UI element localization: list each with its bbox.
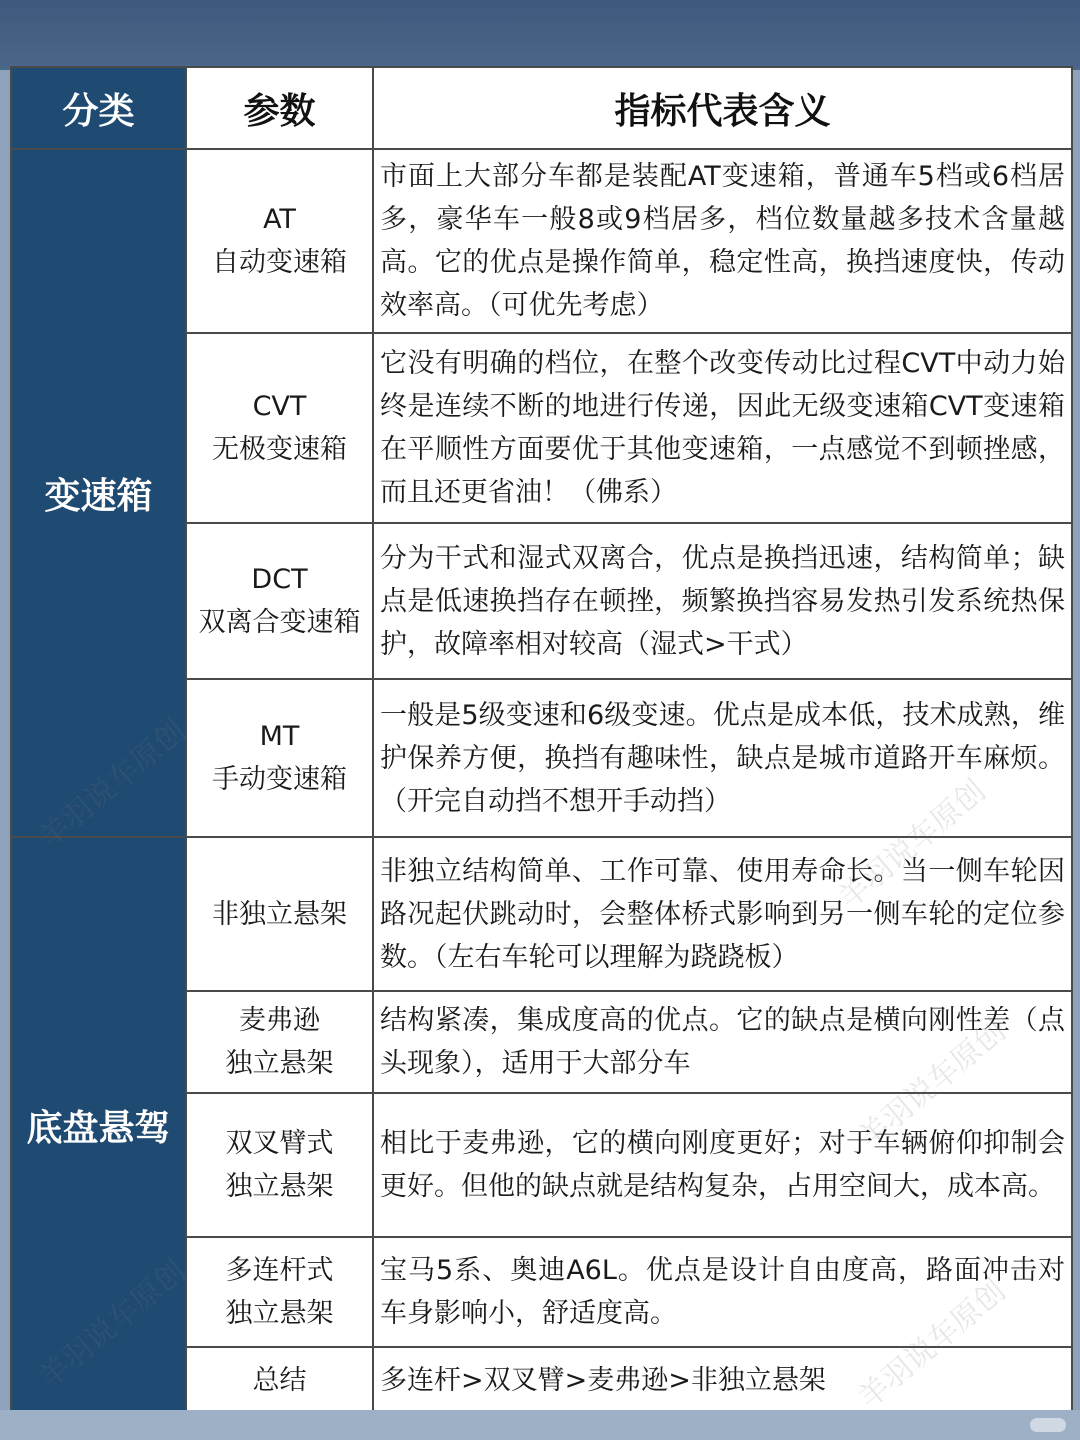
param-cell: MT 手动变速箱 (186, 679, 373, 837)
category-transmission: 变速箱 (11, 149, 186, 837)
param-cell: 总结 (186, 1347, 373, 1413)
table-row (11, 149, 1072, 333)
param-cell: AT 自动变速箱 (186, 149, 373, 333)
description-cell: 市面上大部分车都是装配AT变速箱，普通车5档或6档居多，豪华车一般8或9档居多，档位数量越多技术含量越高。它的优点是操作简单，稳定性高，换挡速度快，传动效率高。（可优先考虑） (373, 149, 1072, 333)
param-cell: CVT 无极变速箱 (186, 333, 373, 523)
category-suspension: 底盘悬驾 (11, 837, 186, 1413)
header-category: 分类 (11, 67, 186, 149)
description-cell: 多连杆>双叉臂>麦弗逊>非独立悬架 (373, 1347, 1072, 1413)
description-cell: 结构紧凑，集成度高的优点。它的缺点是横向刚性差（点头现象），适用于大部分车 (373, 991, 1072, 1093)
table-row (11, 837, 1072, 991)
param-cell: 多连杆式 独立悬架 (186, 1237, 373, 1347)
logo-badge (1030, 1418, 1066, 1432)
header-meaning: 指标代表含义 (373, 67, 1072, 149)
param-cell: 麦弗逊 独立悬架 (186, 991, 373, 1093)
comparison-table (10, 66, 1073, 1414)
description-cell: 分为干式和湿式双离合，优点是换挡迅速，结构简单；缺点是低速换挡存在顿挫，频繁换挡容易发热引发系统热保护，故障率相对较高（湿式>干式） (373, 523, 1072, 679)
param-cell: 双叉臂式 独立悬架 (186, 1093, 373, 1237)
param-cell: 非独立悬架 (186, 837, 373, 991)
param-cell: DCT 双离合变速箱 (186, 523, 373, 679)
description-cell: 非独立结构简单、工作可靠、使用寿命长。当一侧车轮因路况起伏跳动时，会整体桥式影响到另一侧车轮的定位参数。（左右车轮可以理解为跷跷板） (373, 837, 1072, 991)
table-header-row (11, 67, 1072, 149)
description-cell: 它没有明确的档位，在整个改变传动比过程CVT中动力始终是连续不断的地进行传递，因此无级变速箱CVT变速箱在平顺性方面要优于其他变速箱，一点感觉不到顿挫感，而且还更省油！（佛系） (373, 333, 1072, 523)
description-cell: 一般是5级变速和6级变速。优点是成本低，技术成熟，维护保养方便，换挡有趣味性，缺点是城市道路开车麻烦。（开完自动挡不想开手动挡） (373, 679, 1072, 837)
top-background (0, 0, 1080, 70)
header-param: 参数 (186, 67, 373, 149)
description-cell: 宝马5系、奥迪A6L。优点是设计自由度高，路面冲击对车身影响小，舒适度高。 (373, 1237, 1072, 1347)
description-cell: 相比于麦弗逊，它的横向刚度更好；对于车辆俯仰抑制会更好。但他的缺点就是结构复杂，占用空间大，成本高。 (373, 1093, 1072, 1237)
bottom-background (0, 1410, 1080, 1440)
